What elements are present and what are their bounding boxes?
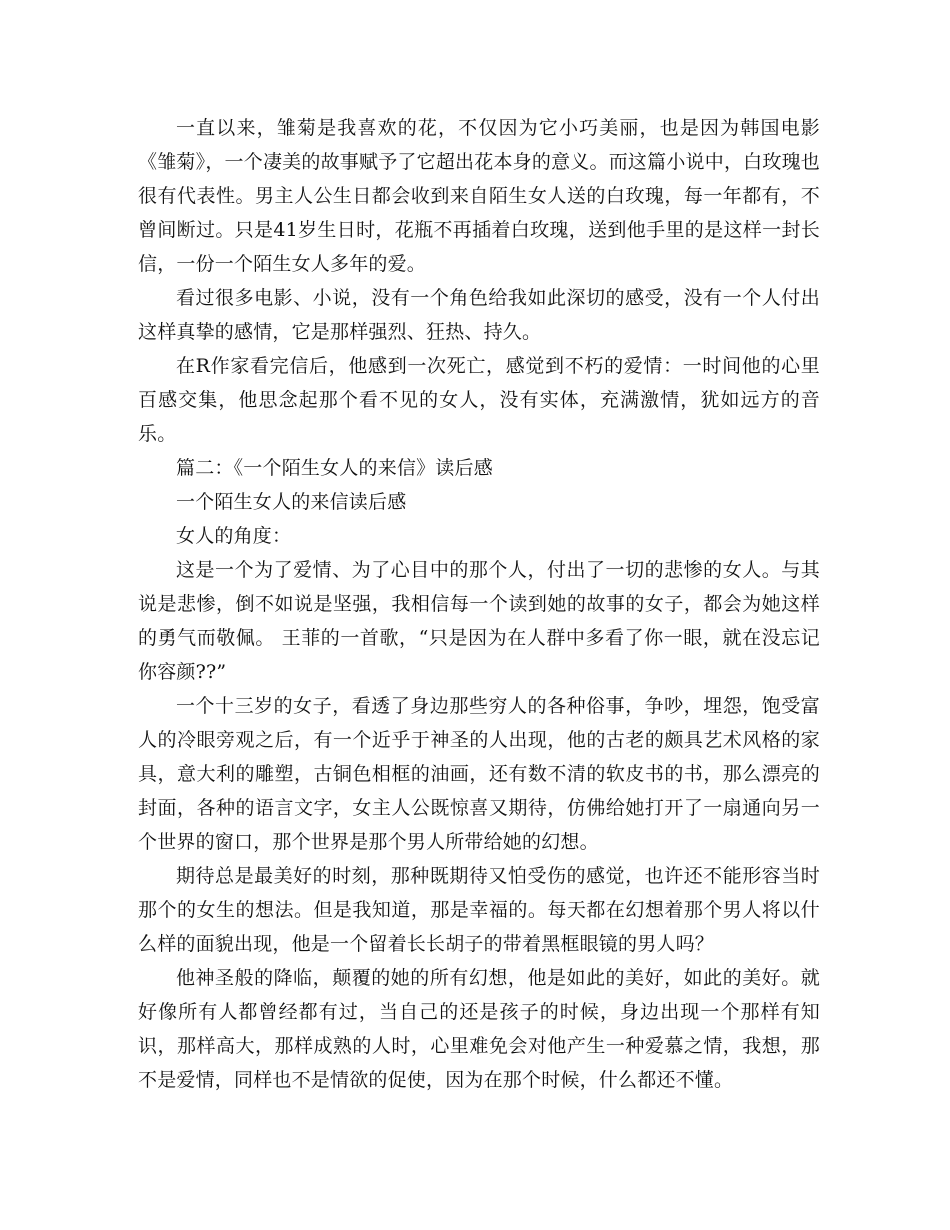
section-heading-part-two: 篇二：《一个陌生女人的来信》读后感 xyxy=(176,457,493,479)
paragraph-writer-r: 在R作家看完信后，他感到一次死亡，感觉到不朽的爱情：一时间他的心里百感交集，他思念起那个看不见的女人，没有实体，充满激情，犹如远方的音乐。 xyxy=(138,355,820,445)
section-label-woman-perspective: 女人的角度： xyxy=(176,525,292,547)
paragraph-anticipation: 期待总是最美好的时刻，那种既期待又怕受伤的感觉，也许还不能形容当时那个的女生的想法。但是我知道，那是幸福的。每天都在幻想着那个男人将以什么样的面貌出现，他是一个留着长长胡子的带着黑框眼镜的男人吗？ xyxy=(138,865,820,955)
paragraph-deep-feeling: 看过很多电影、小说，没有一个角色给我如此深切的感受，没有一个人付出这样真挚的感情，它是那样强烈、狂热、持久。 xyxy=(138,287,820,343)
paragraph-thirteen-year-old: 一个十三岁的女子，看透了身边那些穷人的各种俗事，争吵，埋怨，饱受富人的冷眼旁观之后，有一个近乎于神圣的人出现，他的古老的颇具艺术风格的家具，意大利的雕塑，古铜色相框的油画，还有数不清的软皮书的书，那么漂亮的封面，各种的语言文字，女主人公既惊喜又期待，仿佛给她打开了一扇通向另一个世界的窗口，那个世界是那个男人所带给她的幻想。 xyxy=(138,695,820,853)
paragraph-daisy-rose: 一直以来，雏菊是我喜欢的花，不仅因为它小巧美丽，也是因为韩国电影《雏菊》，一个凄美的故事赋予了它超出花本身的意义。而这篇小说中，白玫瑰也很有代表性。男主人公生日都会收到来自陌生女人送的白玫瑰，每一年都有，不曾间断过。只是41岁生日时，花瓶不再插着白玫瑰，送到他手里的是这样一封长信，一份一个陌生女人多年的爱。 xyxy=(138,117,820,275)
document-body xyxy=(138,111,820,1097)
paragraph-tragic-woman: 这是一个为了爱情、为了心目中的那个人，付出了一切的悲惨的女人。与其说是悲惨，倒不如说是坚强，我相信每一个读到她的故事的女子，都会为她这样的勇气而敬佩。 王菲的一首歌，“只是因为在人群中多看了你一眼，就在没忘记你容颜??” xyxy=(138,559,820,683)
section-subtitle: 一个陌生女人的来信读后感 xyxy=(176,491,407,513)
paragraph-sacred-arrival: 他神圣般的降临，颠覆的她的所有幻想，他是如此的美好，如此的美好。就好像所有人都曾经都有过，当自己的还是孩子的时候，身边出现一个那样有知识，那样高大，那样成熟的人时，心里难免会对他产生一种爱慕之情，我想，那不是爱情，同样也不是情欲的促使，因为在那个时候，什么都还不懂。 xyxy=(138,967,820,1091)
